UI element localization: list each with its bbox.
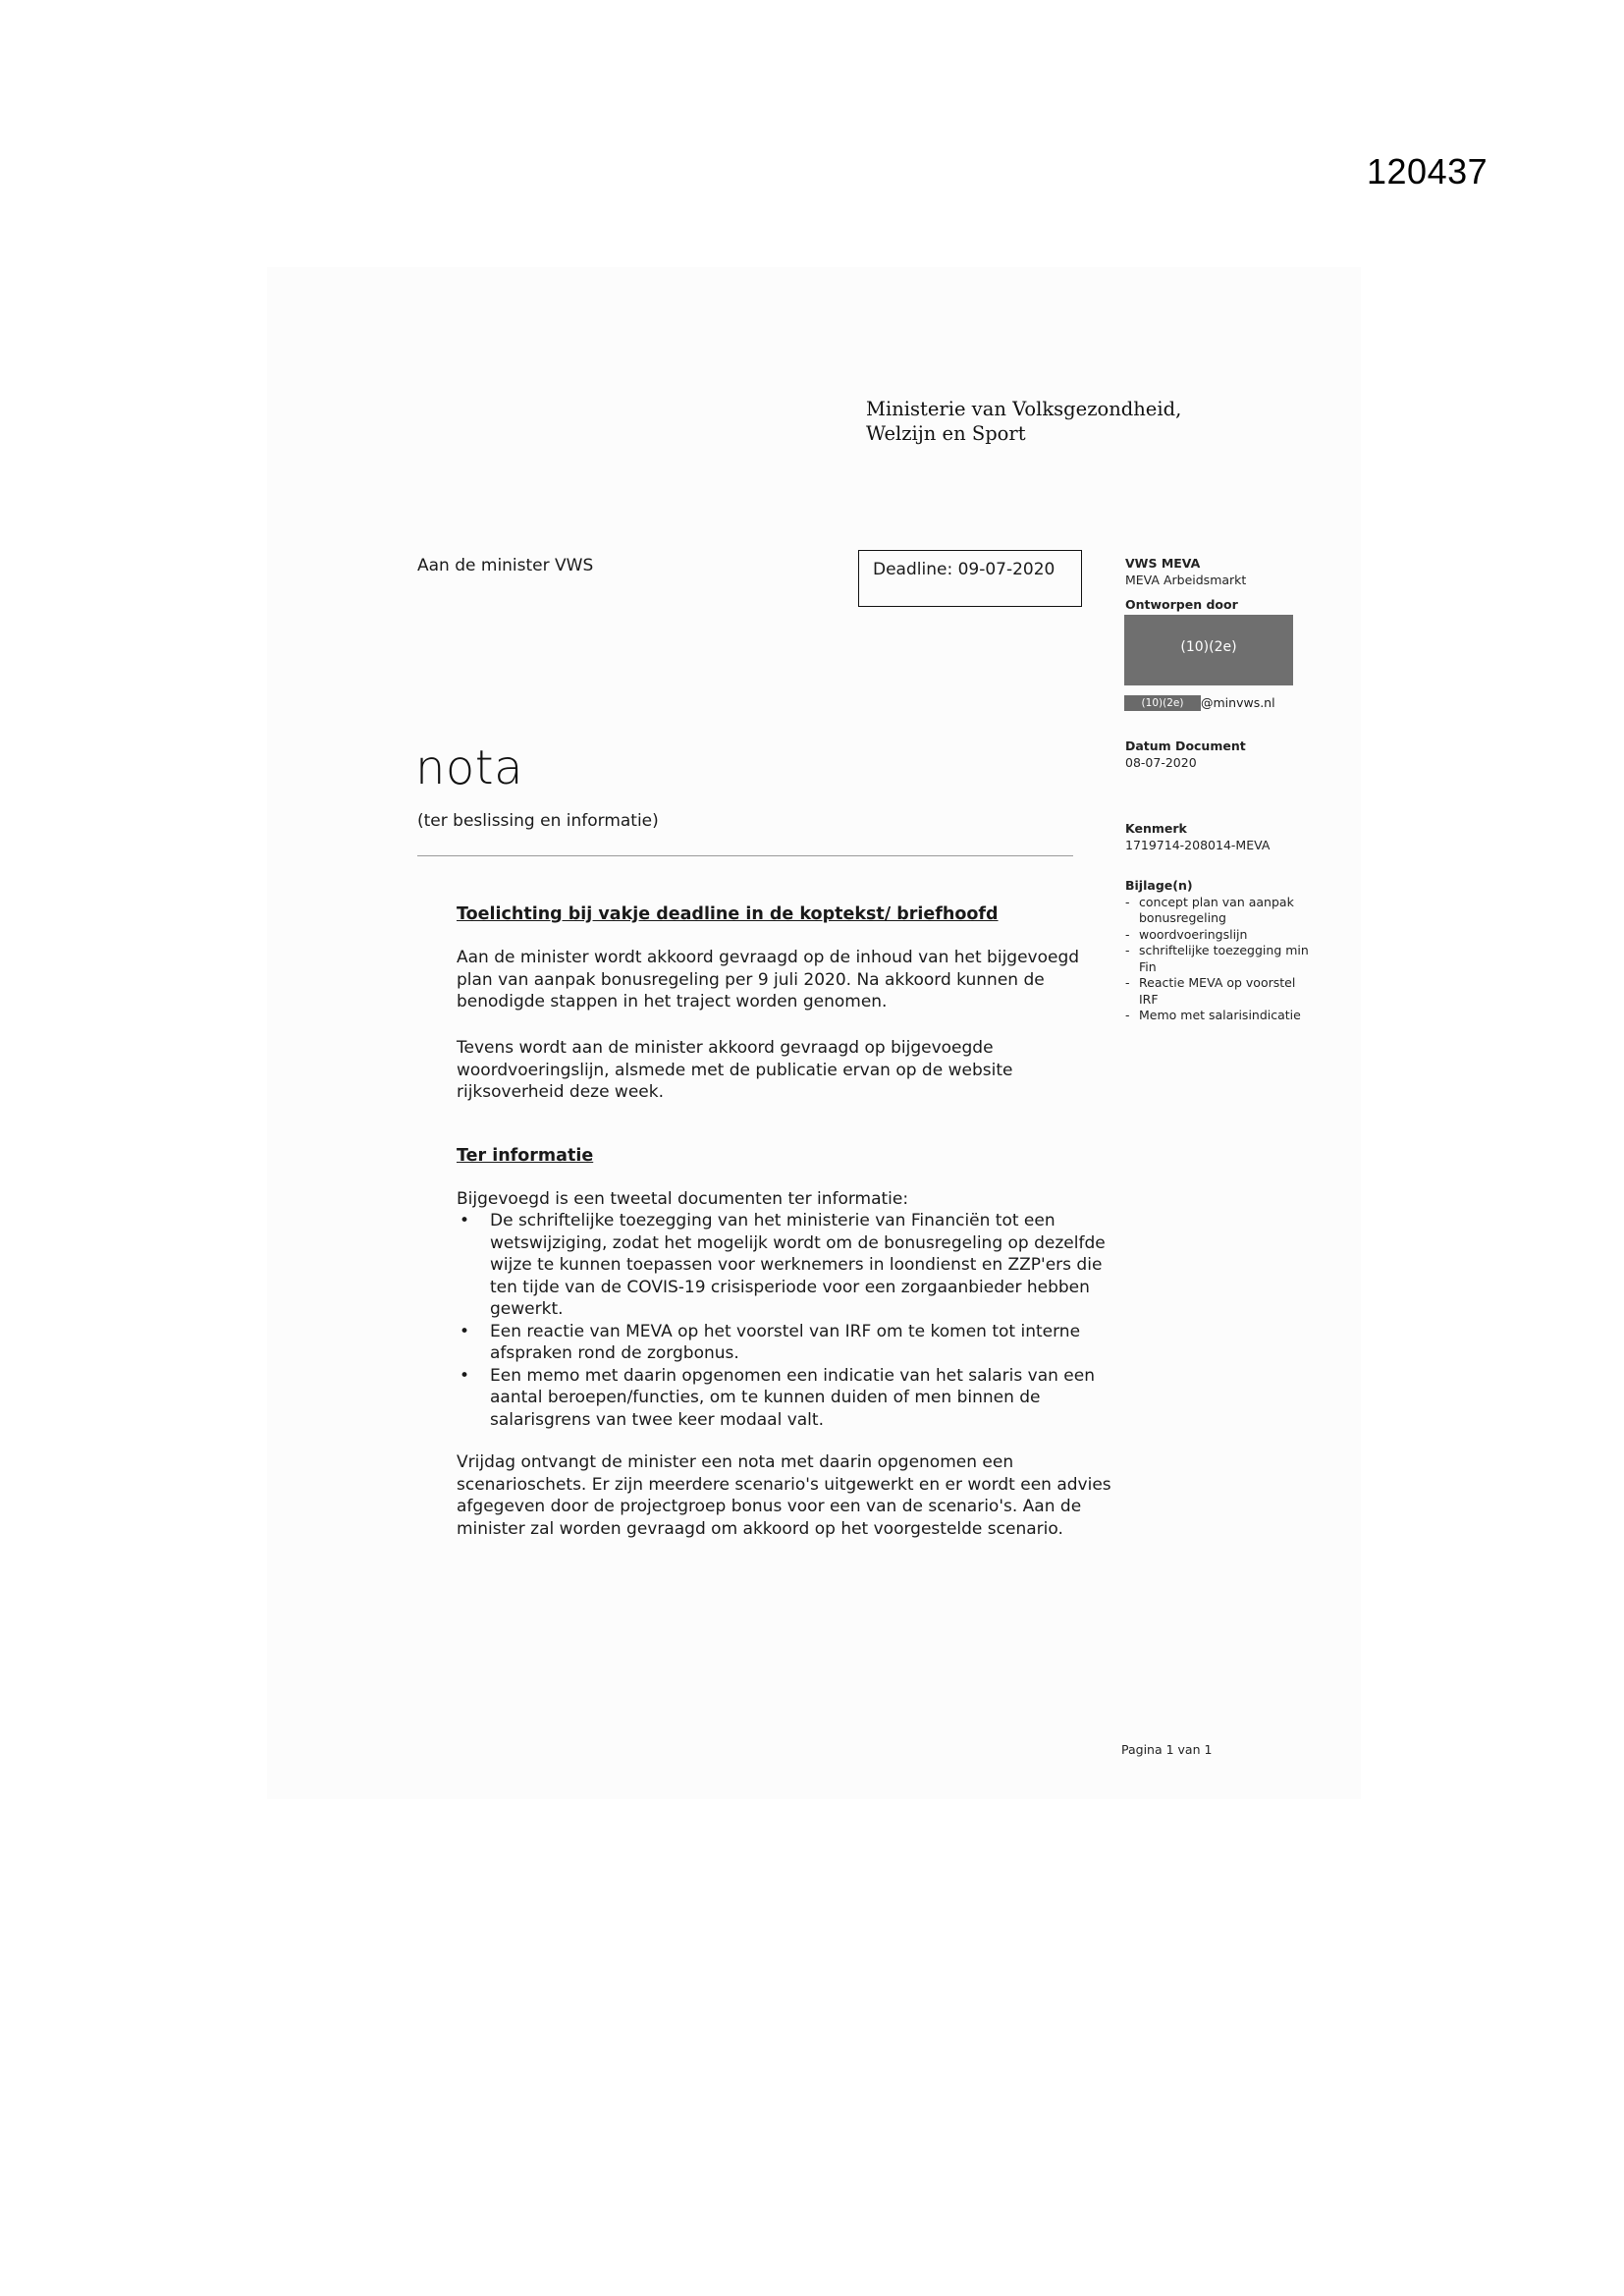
text-line: wijze te kunnen toepassen voor werknemers in loondienst en ZZP'ers die: [490, 1255, 1103, 1275]
section-heading-deadline: Toelichting bij vakje deadline in de koptekst/ briefhoofd: [457, 904, 999, 924]
text-line: wetswijziging, zodat het mogelijk wordt om de bonusregeling op dezelfde: [490, 1232, 1106, 1253]
text-line: minister zal worden gevraagd om akkoord op het voorgestelde scenario.: [457, 1518, 1063, 1539]
text-line: Bijgevoegd is een tweetal documenten ter informatie:: [457, 1189, 909, 1209]
deadline-box: [858, 550, 1082, 607]
text-line: plan van aanpak bonusregeling per 9 juli 2020. Na akkoord kunnen de: [457, 969, 1045, 990]
ministry-header: [866, 397, 1181, 446]
text-line: Een memo met daarin opgenomen een indicatie van het salaris van een: [490, 1365, 1096, 1386]
bullet-icon: •: [460, 1321, 470, 1341]
paragraph-approval-communication: [457, 1037, 1124, 1104]
org-department: MEVA Arbeidsmarkt: [1125, 572, 1247, 587]
list-item: [455, 1210, 1122, 1321]
text-line: Memo met salarisindicatie: [1139, 1008, 1301, 1022]
text-line: woordvoeringslijn: [1139, 926, 1248, 942]
text-line: Een reactie van MEVA op het voorstel van IRF om te komen tot interne: [490, 1321, 1081, 1341]
document-subtitle: (ter beslissing en informatie): [417, 811, 659, 831]
text-line: ten tijde van de COVIS-19 crisisperiode voor een zorgaanbieder hebben: [490, 1277, 1090, 1297]
redaction-email: (10)(2e): [1124, 695, 1201, 711]
date-value: 08-07-2020: [1125, 754, 1197, 770]
attachments-label: Bijlage(n): [1125, 878, 1193, 893]
divider: [417, 855, 1073, 856]
text-line: schriftelijke toezegging min: [1139, 943, 1309, 957]
page-footer: Pagina 1 van 1: [1121, 1742, 1213, 1757]
date-label: Datum Document: [1125, 738, 1246, 753]
section-heading-information: Ter informatie: [457, 1146, 594, 1166]
text-line: woordvoeringslijn, alsmede met de publicatie ervan op de website: [457, 1060, 1013, 1080]
attachment-item: - woordvoeringslijn: [1125, 927, 1309, 944]
list-item: [455, 1365, 1122, 1432]
attachments-list: [1125, 895, 1309, 1024]
scanned-page: [267, 267, 1361, 1799]
text-line: afspraken rond de zorgbonus.: [490, 1343, 739, 1363]
text-line: De schriftelijke toezegging van het ministerie van Financiën tot een: [490, 1211, 1056, 1230]
list-item: [455, 1321, 1122, 1365]
text-line: Reactie MEVA op voorstel: [1139, 975, 1296, 990]
attachment-item: - Memo met salarisindicatie: [1125, 1008, 1309, 1024]
reference-label: Kenmerk: [1125, 821, 1187, 836]
text-line: Fin: [1139, 958, 1157, 974]
ministry-name-line2: Welzijn en Sport: [866, 422, 1026, 445]
paragraph-intro: [457, 1188, 1124, 1211]
text-line: Vrijdag ontvangt de minister een nota met daarin opgenomen een: [457, 1452, 1014, 1472]
text-line: Tevens wordt aan de minister akkoord gevraagd op bijgevoegde: [457, 1038, 994, 1058]
bullet-icon: •: [460, 1211, 470, 1230]
text-line: Aan de minister wordt akkoord gevraagd op de inhoud van het bijgevoegd: [457, 948, 1080, 967]
text-line: benodigde stappen in het traject worden genomen.: [457, 992, 888, 1011]
document-number: 120437: [1367, 151, 1489, 191]
text-line: afgegeven door de projectgroep bonus voor een van de scenario's. Aan de: [457, 1497, 1082, 1516]
paragraph-approval-plan: [457, 947, 1124, 1013]
sidebar-reference: [1125, 821, 1270, 853]
attachment-item: - Reactie MEVA op voorstel IRF: [1125, 975, 1309, 1008]
email-domain: @minvws.nl: [1201, 695, 1275, 710]
redaction-code: (10)(2e): [1180, 639, 1237, 655]
addressee: Aan de minister VWS: [417, 556, 594, 575]
sidebar-designed-by: [1125, 597, 1238, 614]
text-line: rijksoverheid deze week.: [457, 1082, 665, 1102]
text-line: aantal beroepen/functies, om te kunnen duiden of men binnen de: [490, 1388, 1041, 1407]
paragraph-closing: [457, 1451, 1124, 1540]
attachment-item: - schriftelijke toezegging min Fin: [1125, 943, 1309, 974]
sidebar-date: [1125, 738, 1246, 771]
deadline-text: Deadline: 09-07-2020: [873, 560, 1056, 579]
bullet-list: [455, 1210, 1122, 1431]
text-line: IRF: [1139, 991, 1159, 1007]
text-line: salarisgrens van twee keer modaal valt.: [490, 1409, 824, 1430]
document-title: nota: [415, 740, 524, 795]
text-line: concept plan van aanpak: [1139, 894, 1294, 909]
text-line: bonusregeling: [1139, 910, 1226, 925]
org-name: VWS MEVA: [1125, 556, 1201, 571]
reference-value: 1719714-208014-MEVA: [1125, 837, 1271, 852]
ministry-name-line1: Ministerie van Volksgezondheid,: [866, 398, 1182, 420]
sidebar-email: [1124, 695, 1275, 711]
sidebar-organisation: [1125, 556, 1246, 588]
sidebar-attachments: [1125, 878, 1309, 1024]
designed-by-label: Ontworpen door: [1125, 597, 1238, 612]
redaction-block: [1124, 615, 1293, 685]
text-line: scenarioschets. Er zijn meerdere scenario's uitgewerkt en er wordt een advies: [457, 1474, 1111, 1495]
bullet-icon: •: [460, 1365, 470, 1386]
text-line: gewerkt.: [490, 1299, 564, 1319]
attachment-item: - concept plan van aanpak bonusregeling: [1125, 895, 1309, 927]
